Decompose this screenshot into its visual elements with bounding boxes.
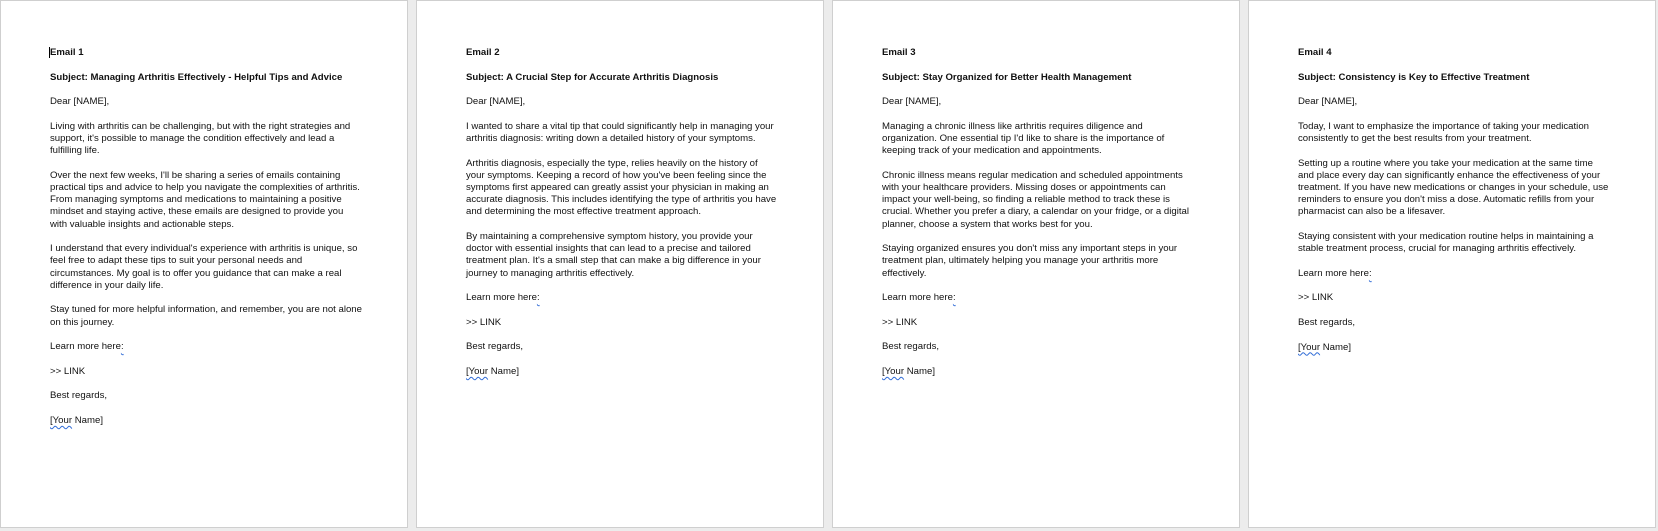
email-paragraph: Today, I want to emphasize the importance of taking your medication consistently to get the best results from your treatment. — [1298, 120, 1592, 144]
learn-more-text: Learn more here — [1298, 267, 1369, 279]
email-closing: Best regards, — [882, 341, 940, 353]
learn-more-colon: : — [1368, 267, 1372, 279]
email-paragraph: Living with arthritis can be challenging, but with the right strategies and support, it's possible to manage the condition effectively and lead a fulfilling life. — [50, 120, 353, 157]
email-greeting: Dear [NAME], — [466, 96, 526, 108]
email-greeting: Dear [NAME], — [1298, 96, 1358, 108]
email-paragraph: Staying consistent with your medication routine helps in maintaining a stable treatment process, crucial for managing arthritis effectively. — [1298, 230, 1597, 255]
email-title: Email 3 — [882, 47, 916, 58]
learn-more-text: Learn more here — [466, 292, 537, 304]
learn-more-line — [466, 292, 778, 304]
email-paragraph: Staying organized ensures you don't miss any important steps in your treatment plan, ultimately helping you manage your arthritis more effectively. — [882, 243, 1180, 279]
learn-more-line — [1298, 268, 1610, 280]
email-1-body[interactable] — [50, 47, 365, 440]
email-title: Email 2 — [466, 47, 500, 58]
email-closing: Best regards, — [50, 390, 108, 402]
email-greeting: Dear [NAME], — [50, 96, 110, 108]
email-subject: Subject: Managing Arthritis Effectively - Helpful Tips and Advice — [50, 71, 343, 83]
signature-your: [Your — [466, 365, 489, 377]
email-signature — [1298, 342, 1610, 354]
signature-name: Name] — [488, 365, 519, 377]
email-4-body[interactable] — [1298, 47, 1610, 366]
email-paragraph: Arthritis diagnosis, especially the type, relies heavily on the history of your symptoms. Keeping a record of how you've been feeling since the symptoms first appeared can greatly assist your physician in making an accurate diagnosis. This includes identifying the type of arthritis you have and determining the most effective treatment approach. — [466, 157, 779, 218]
email-title: Email 1 — [50, 47, 84, 58]
learn-more-colon: : — [536, 292, 540, 304]
document-page-2[interactable] — [416, 0, 824, 528]
learn-more-line — [50, 341, 362, 353]
email-subject: Subject: Consistency is Key to Effective Treatment — [1298, 71, 1530, 83]
email-signature — [882, 366, 1194, 378]
email-paragraph: Setting up a routine where you take your medication at the same time and place every day can significantly enhance the effectiveness of your treatment. If you have new medications or changes in your schedule, use reminders to ensure you don't miss a dose. Automatic refills from your pharmacist can also be a lifesaver. — [1298, 157, 1612, 218]
document-page-3[interactable] — [832, 0, 1240, 528]
signature-your: [Your — [1298, 341, 1321, 353]
email-signature — [466, 366, 778, 378]
document-page-1[interactable] — [0, 0, 408, 528]
email-signature — [50, 415, 362, 427]
email-3-body[interactable] — [882, 47, 1194, 391]
email-paragraph: Managing a chronic illness like arthritis requires diligence and organization. One essential tip I'd like to share is the importance of keeping track of your medication and appointments. — [882, 120, 1168, 157]
email-paragraph: Over the next few weeks, I'll be sharing a series of emails containing practical tips and advice to help you navigate the complexities of arthritis. From managing symptoms and medications to maintaining a positive mindset and staying active, these emails are designed to provide you with valuable insights and actionable steps. — [50, 169, 363, 230]
email-paragraph: I understand that every individual's experience with arthritis is unique, so feel free to adapt these tips to suit your personal needs and circumstances. My goal is to offer you guidance that can make a real difference in your daily life. — [50, 243, 361, 291]
document-page-4[interactable] — [1248, 0, 1656, 528]
link-placeholder[interactable]: >> LINK — [466, 316, 502, 328]
email-paragraph: By maintaining a comprehensive symptom history, you provide your doctor with essential insights that can lead to a precise and tailored treatment plan. It's a small step that can make a big difference in your journey to managing arthritis effectively. — [466, 230, 764, 279]
learn-more-line — [882, 292, 1194, 304]
signature-name: Name] — [72, 414, 103, 426]
email-paragraph: Chronic illness means regular medication and scheduled appointments with your healthcare providers. Missing doses or appointments can impact your well-being, so finding a reliable method to track these is crucial. Whether you prefer a diary, a calendar on your fridge, or a digital planner, choose a system that works best for you. — [882, 169, 1192, 230]
email-title: Email 4 — [1298, 47, 1332, 58]
signature-name: Name] — [1320, 341, 1351, 353]
email-paragraph: I wanted to share a vital tip that could significantly help in managing your arthritis diagnosis: writing down a detailed history of your symptoms. — [466, 120, 777, 144]
link-placeholder[interactable]: >> LINK — [50, 365, 86, 377]
learn-more-colon: : — [120, 341, 124, 353]
learn-more-colon: : — [952, 292, 956, 304]
email-subject: Subject: Stay Organized for Better Health Management — [882, 71, 1132, 83]
signature-your: [Your — [50, 414, 73, 426]
email-2-body[interactable] — [466, 47, 778, 391]
email-subject: Subject: A Crucial Step for Accurate Arthritis Diagnosis — [466, 71, 719, 83]
email-closing: Best regards, — [1298, 316, 1356, 328]
email-greeting: Dear [NAME], — [882, 96, 942, 108]
link-placeholder[interactable]: >> LINK — [1298, 292, 1334, 304]
signature-your: [Your — [882, 365, 905, 377]
email-paragraph: Stay tuned for more helpful information, and remember, you are not alone on this journey. — [50, 304, 365, 328]
learn-more-text: Learn more here — [50, 341, 121, 353]
learn-more-text: Learn more here — [882, 292, 953, 304]
signature-name: Name] — [904, 365, 935, 377]
email-closing: Best regards, — [466, 341, 524, 353]
link-placeholder[interactable]: >> LINK — [882, 316, 918, 328]
